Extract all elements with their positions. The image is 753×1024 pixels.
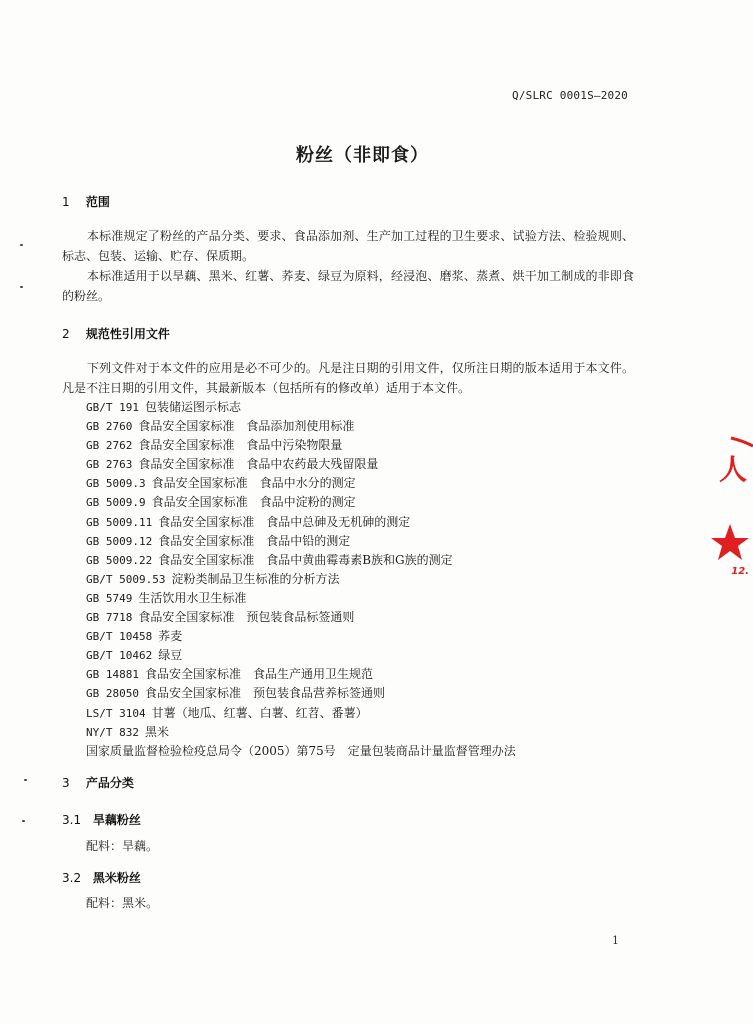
section-title: 产品分类 <box>85 776 134 790</box>
reference-item <box>86 684 516 703</box>
reference-code: NY/T 832 <box>86 725 139 739</box>
reference-list <box>86 398 516 761</box>
reference-title: 黑米 <box>144 724 169 739</box>
reference-item <box>86 398 516 417</box>
reference-code: GB/T 10458 <box>86 630 153 644</box>
references-intro: 下列文件对于本文件的应用是必不可少的。凡是注日期的引用文件，仅所注日期的版本适用于本文件。凡是不注日期的引用文件，其最新版本（包括所有的修改单）适用于本文件。 <box>62 361 634 395</box>
reference-title: 食品安全国家标准 食品中黄曲霉毒素B族和G族的测定 <box>158 552 453 567</box>
reference-item <box>86 589 516 608</box>
reference-item <box>86 417 516 436</box>
reference-title: 食品安全国家标准 食品中农药最大残留限量 <box>138 457 379 472</box>
reference-item <box>86 608 516 627</box>
section-title: 范围 <box>85 195 110 209</box>
reference-code: GB 14881 <box>86 668 139 682</box>
subsection-3-2-heading <box>62 869 141 886</box>
reference-item <box>86 513 516 532</box>
reference-code: GB/T 191 <box>86 401 139 414</box>
scope-paragraph-2: 本标准适用于以旱藕、黑米、红薯、荞麦、绿豆为原料，经浸泡、磨浆、蒸煮、烘干加工制成的非即食的粉丝。 <box>62 269 634 303</box>
reference-code: GB/T 5009.53 <box>86 572 166 586</box>
seal-text: 人 <box>718 453 747 486</box>
section-1-heading <box>62 193 110 210</box>
reference-item <box>86 455 516 474</box>
reference-code: LS/T 3104 <box>86 706 146 720</box>
reference-title: 淀粉类制品卫生标准的分析方法 <box>171 571 340 586</box>
reference-code: GB 2760 <box>86 420 133 434</box>
section-number: 2 <box>62 327 70 341</box>
reference-code: GB/T 10462 <box>86 649 153 663</box>
reference-code: GB 5009.12 <box>86 534 153 548</box>
reference-title: 绿豆 <box>158 648 183 663</box>
scan-speck <box>20 244 23 246</box>
document-number: Q/SLRC 0001S—2020 <box>512 89 628 102</box>
reference-title: 食品安全国家标准 食品中淀粉的测定 <box>151 495 356 510</box>
subsection-number: 3.1 <box>62 813 82 827</box>
reference-item <box>86 646 516 665</box>
subsection-title: 旱藕粉丝 <box>92 813 141 827</box>
reference-title: 食品安全国家标准 食品中铅的测定 <box>158 533 351 548</box>
reference-item <box>86 665 516 684</box>
scan-speck <box>24 779 27 781</box>
page-number: 1 <box>612 934 619 947</box>
reference-code: GB 5009.3 <box>86 477 146 491</box>
reference-item <box>86 704 516 723</box>
reference-title: 食品安全国家标准 食品中总砷及无机砷的测定 <box>158 514 411 529</box>
reference-code: GB 5009.9 <box>86 496 146 510</box>
reference-item <box>86 493 516 512</box>
seal-date: 12. <box>731 566 749 577</box>
reference-title: 食品安全国家标准 食品添加剂使用标准 <box>138 419 355 434</box>
subsection-number: 3.2 <box>62 871 82 885</box>
reference-item <box>86 627 516 646</box>
reference-title: 生活饮用水卫生标准 <box>138 590 247 605</box>
reference-code: GB 5009.11 <box>86 515 153 529</box>
reference-code: GB 5749 <box>86 591 133 605</box>
reference-title: 食品安全国家标准 预包装食品标签通则 <box>138 610 355 625</box>
subsection-3-1-ingredients: 配料：旱藕。 <box>86 839 159 853</box>
section-number: 1 <box>62 195 70 209</box>
section-2-heading <box>62 325 170 342</box>
subsection-3-2-ingredients: 配料：黑米。 <box>86 896 159 910</box>
reference-item <box>86 551 516 570</box>
reference-code: GB 7718 <box>86 611 133 625</box>
reference-title: 包装储运图示标志 <box>144 400 241 414</box>
subsection-title: 黑米粉丝 <box>92 871 141 885</box>
reference-code: GB 28050 <box>86 687 139 701</box>
reference-item <box>86 742 516 761</box>
reference-item <box>86 474 516 493</box>
reference-item <box>86 570 516 589</box>
page-title: 粉丝（非即食） <box>296 145 429 166</box>
reference-title: 食品安全国家标准 预包装食品营养标签通则 <box>144 686 385 701</box>
reference-code: GB 5009.22 <box>86 553 153 567</box>
reference-title: 荞麦 <box>158 629 183 644</box>
reference-item <box>86 532 516 551</box>
scan-speck <box>20 286 23 288</box>
reference-title: 食品安全国家标准 食品中水分的测定 <box>151 476 356 491</box>
subsection-3-1-heading <box>62 811 141 828</box>
section-3-heading <box>62 774 134 791</box>
reference-code: GB 2762 <box>86 439 133 453</box>
official-seal-stamp <box>691 438 753 588</box>
reference-item <box>86 723 516 742</box>
reference-title: 国家质量监督检验检疫总局令（2005）第75号 定量包装商品计量监督管理办法 <box>86 743 516 758</box>
reference-title: 食品安全国家标准 食品中污染物限量 <box>138 438 343 453</box>
reference-item <box>86 436 516 455</box>
reference-code: GB 2763 <box>86 458 133 472</box>
reference-title: 食品安全国家标准 食品生产通用卫生规范 <box>144 667 373 682</box>
scope-paragraph-1: 本标准规定了粉丝的产品分类、要求、食品添加剂、生产加工过程的卫生要求、试验方法、检验规则、标志、包装、运输、贮存、保质期。 <box>62 229 634 263</box>
scan-speck <box>22 820 25 822</box>
section-number: 3 <box>62 776 70 790</box>
reference-title: 甘薯（地瓜、红薯、白薯、红苕、番薯） <box>151 705 368 720</box>
section-title: 规范性引用文件 <box>85 327 170 341</box>
